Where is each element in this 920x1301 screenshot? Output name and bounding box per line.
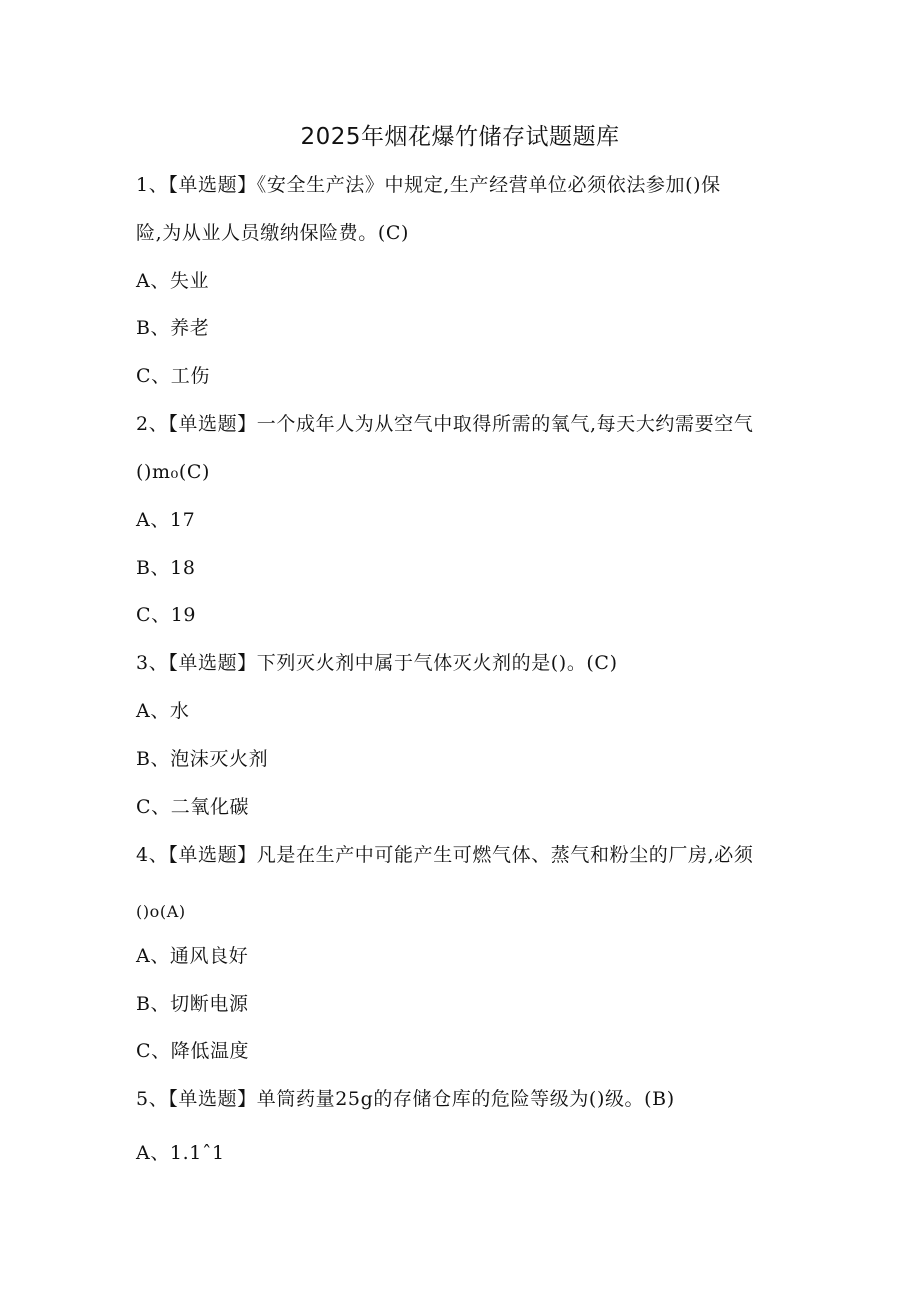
q2-stem-line2: ()m₀(C) xyxy=(136,461,211,483)
q5-option-a: A、1.1ˆ1 xyxy=(136,1142,225,1164)
q3-option-c: C、二氧化碳 xyxy=(136,796,250,818)
q2-stem-line1: 2、【单选题】一个成年人为从空气中取得所需的氧气,每天大约需要空气 xyxy=(136,413,754,435)
q2-option-a: A、17 xyxy=(136,509,196,531)
q4-stem-line1: 4、【单选题】凡是在生产中可能产生可燃气体、蒸气和粉尘的厂房,必须 xyxy=(136,844,754,866)
q1-stem-line1: 1、【单选题】《安全生产法》中规定,生产经营单位必须依法参加()保 xyxy=(136,174,721,196)
q2-option-c: C、19 xyxy=(136,604,197,626)
q1-option-a: A、失业 xyxy=(136,270,210,292)
q2-option-b: B、18 xyxy=(136,557,196,579)
q5-stem: 5、【单选题】单筒药量25g的存储仓库的危险等级为()级。(B) xyxy=(136,1088,675,1110)
q3-option-b: B、泡沫灭火剂 xyxy=(136,748,269,770)
q4-stem-line2: ()o(A) xyxy=(136,902,186,921)
q1-option-c: C、工伤 xyxy=(136,365,210,387)
q3-stem: 3、【单选题】下列灭火剂中属于气体灭火剂的是()。(C) xyxy=(136,652,618,674)
q1-stem-line2: 险,为从业人员缴纳保险费。(C) xyxy=(136,222,410,244)
q4-option-b: B、切断电源 xyxy=(136,993,249,1015)
q1-option-b: B、养老 xyxy=(136,317,210,339)
q3-option-a: A、水 xyxy=(136,700,190,722)
q4-option-c: C、降低温度 xyxy=(136,1040,250,1062)
q4-option-a: A、通风良好 xyxy=(136,945,249,967)
document-title: 2025年烟花爆竹储存试题题库 xyxy=(300,124,620,150)
